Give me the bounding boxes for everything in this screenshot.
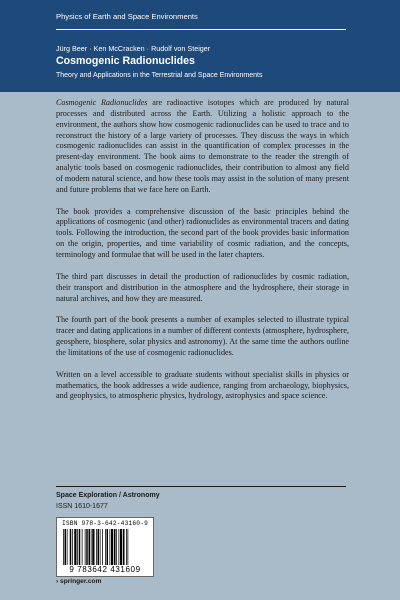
issn: ISSN 1610-1677 (56, 503, 108, 510)
barcode (56, 517, 154, 577)
blurb-paragraph-1 (56, 98, 349, 196)
blurb-paragraph-1-text: are radioactive isotopes which are produced by natural processes and distributed across the Earth. Utilizing a holistic approach to the environment, the authors show how cosmogenic radionuclides can be used to trace and to reconstruct the history of a large variety of processes. They discuss the ways in which cosmogenic radionuclides can assist in the quantification of complex processes in the present-day environment. The book aims to demonstrate to the reader the strength of analytic tools based on cosmogenic radionuclides, their contribution to almost any field of modern natural science, and how these tools may assist in the solution of many present and future problems that we face here on Earth. (56, 98, 349, 194)
blurb-paragraph-5: Written on a level accessible to graduate students without specialist skills in physics or mathematics, the book addresses a wide audience, ranging from archaeology, biophysics, and geophysics, to atmospheric physics, hydrology, astrophysics and space science. (56, 369, 349, 401)
header-divider (56, 29, 346, 30)
blurb-paragraph-4: The fourth part of the book presents a number of examples selected to illustrate typical tracer and dating applications in a number of different contexts (atmosphere, hydrosphere, geosphere, biosphere, solar physics and astronomy). At the same time the authors outline the limitations of the use of cosmogenic radionuclides. (56, 315, 349, 357)
book-subtitle: Theory and Applications in the Terrestrial and Space Environments (56, 72, 263, 79)
blurb-paragraph-3: The third part discusses in detail the production of radionuclides by cosmic radiation, their transport and distribution in the atmosphere and the hydrosphere, their storage in natural archives, and how they are measured. (56, 271, 349, 303)
blurb-title-italic: Cosmogenic Radionuclides (56, 98, 148, 107)
publisher-website: › springer.com (56, 578, 102, 585)
isbn-label: ISBN 978-3-642-43160-9 (61, 520, 149, 527)
barcode-digits: 9 783642 431609 (69, 565, 141, 574)
blurb (56, 98, 349, 413)
footer-divider (56, 486, 346, 487)
series-name: Physics of Earth and Space Environments (56, 12, 198, 21)
barcode-bars (63, 529, 147, 565)
authors: Jürg Beer · Ken McCracken · Rudolf von Steiger (56, 44, 211, 53)
book-title: Cosmogenic Radionuclides (56, 55, 195, 67)
subject-category: Space Exploration / Astronomy (56, 492, 160, 499)
blurb-paragraph-2: The book provides a comprehensive discussion of the basic principles behind the applications of cosmogenic (and other) radionuclides as environmental tracers and dating tools. Following the introduction, the second part of the book provides basic information on the origin, properties, and time variability of cosmic radiation, and the concepts, terminology and formulae that will be used in the later chapters. (56, 206, 349, 259)
header-band (0, 0, 400, 92)
